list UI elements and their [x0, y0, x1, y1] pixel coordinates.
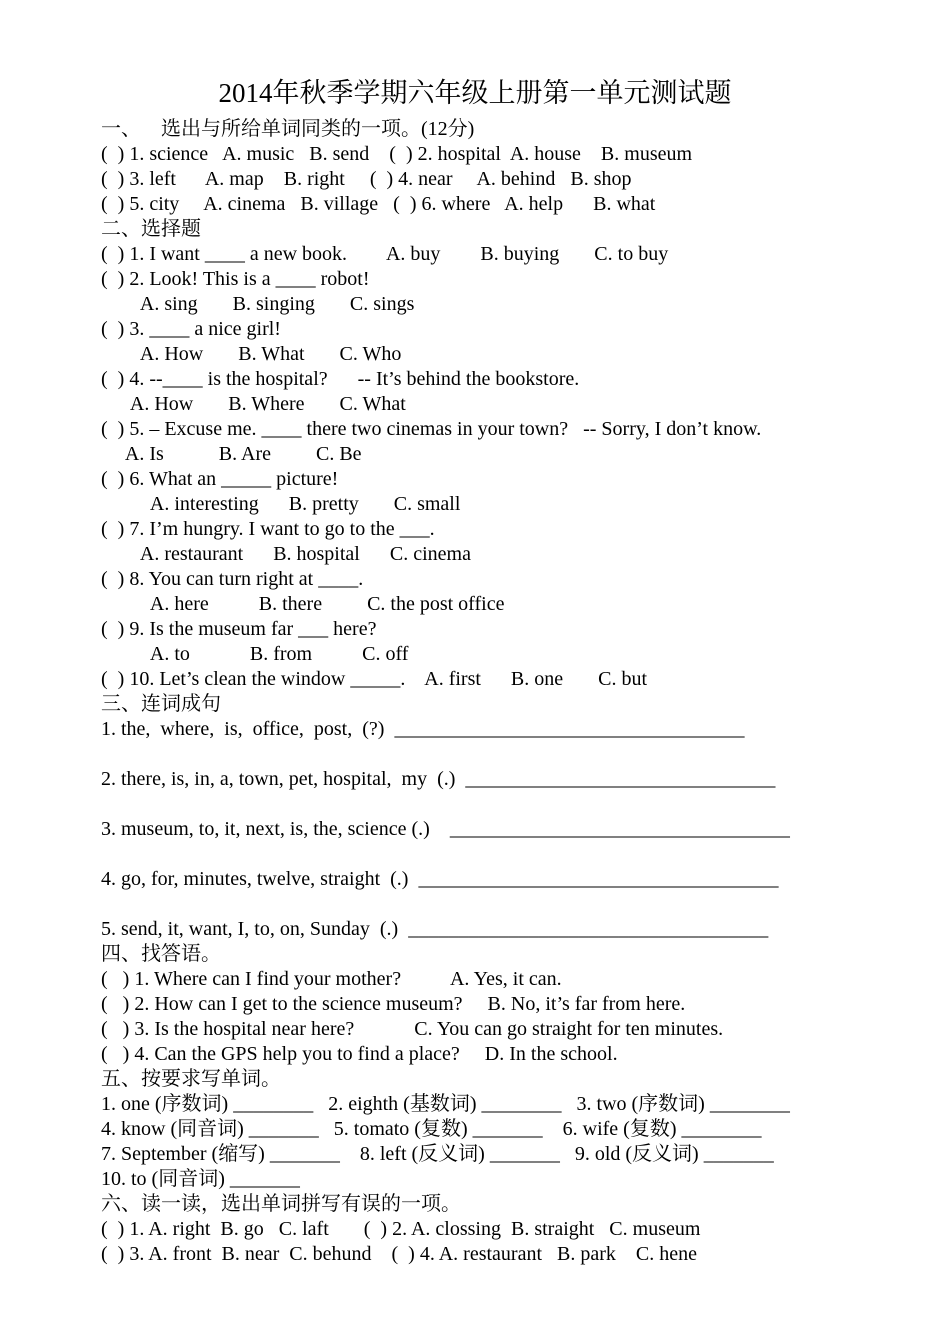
section-four-heading: 四、找答语。 — [101, 943, 221, 965]
section-four-line: ( ) 2. How can I get to the science museum? B. No, it’s far from here. — [101, 993, 686, 1015]
section-two-line: ( ) 8. You can turn right at ____. — [101, 568, 364, 590]
section-two-line: A. here B. there C. the post office — [101, 593, 505, 615]
section-five-line: 1. one (序数词) ________ 2. eighth (基数词) ________ 3. two (序数词) ________ — [101, 1093, 790, 1115]
section-five-heading: 五、按要求写单词。 — [101, 1068, 281, 1090]
section-two-line: ( ) 3. ____ a nice girl! — [101, 318, 281, 340]
section-two-line: ( ) 9. Is the museum far ___ here? — [101, 618, 377, 640]
section-three-line: 3. museum, to, it, next, is, the, science (.) __________________________________ — [101, 818, 790, 840]
section-five-line: 10. to (同音词) _______ — [101, 1168, 300, 1190]
section-two-line: A. Is B. Are C. Be — [101, 443, 362, 465]
section-one-heading: 一、 选出与所给单词同类的一项。(12分) — [101, 118, 475, 140]
section-two-line: A. restaurant B. hospital C. cinema — [101, 543, 471, 565]
section-two-line: A. sing B. singing C. sings — [101, 293, 415, 315]
section-one-line: ( ) 3. left A. map B. right ( ) 4. near A. behind B. shop — [101, 168, 632, 190]
section-two-line: ( ) 5. – Excuse me. ____ there two cinemas in your town? -- Sorry, I don’t know. — [101, 418, 762, 440]
section-two-line: ( ) 7. I’m hungry. I want to go to the ___. — [101, 518, 435, 540]
section-four-line: ( ) 3. Is the hospital near here? C. You can go straight for ten minutes. — [101, 1018, 724, 1040]
page-title: 2014年秋季学期六年级上册第一单元测试题 — [218, 78, 732, 108]
section-two-line: A. interesting B. pretty C. small — [101, 493, 461, 515]
section-three-line: 5. send, it, want, I, to, on, Sunday (.) ____________________________________ — [101, 918, 769, 940]
section-two-heading: 二、选择题 — [101, 218, 201, 240]
section-six-line: ( ) 3. A. front B. near C. behund ( ) 4. A. restaurant B. park C. hene — [101, 1243, 697, 1265]
section-six-line: ( ) 1. A. right B. go C. laft ( ) 2. A. clossing B. straight C. museum — [101, 1218, 701, 1240]
section-two-line: ( ) 4. --____ is the hospital? -- It’s behind the bookstore. — [101, 368, 580, 390]
section-one-line: ( ) 1. science A. music B. send ( ) 2. hospital A. house B. museum — [101, 143, 693, 165]
section-two-line: A. to B. from C. off — [101, 643, 409, 665]
section-five-line: 7. September (缩写) _______ 8. left (反义词) _______ 9. old (反义词) _______ — [101, 1143, 774, 1165]
section-three-heading: 三、连词成句 — [101, 693, 221, 715]
section-two-line: A. How B. What C. Who — [101, 343, 402, 365]
section-two-line: ( ) 6. What an _____ picture! — [101, 468, 339, 490]
section-three-line: 2. there, is, in, a, town, pet, hospital, my (.) _______________________________ — [101, 768, 776, 790]
section-four-line: ( ) 1. Where can I find your mother? A. Yes, it can. — [101, 968, 562, 990]
section-four-line: ( ) 4. Can the GPS help you to find a place? D. In the school. — [101, 1043, 618, 1065]
section-two-line: ( ) 10. Let’s clean the window _____. A. first B. one C. but — [101, 668, 648, 690]
section-three-line: 4. go, for, minutes, twelve, straight (.) ____________________________________ — [101, 868, 779, 890]
section-six-heading: 六、读一读，选出单词拼写有误的一项。 — [101, 1193, 461, 1215]
section-two-line: A. How B. Where C. What — [101, 393, 406, 415]
section-two-line: ( ) 1. I want ____ a new book. A. buy B. buying C. to buy — [101, 243, 669, 265]
section-two-line: ( ) 2. Look! This is a ____ robot! — [101, 268, 370, 290]
section-one-line: ( ) 5. city A. cinema B. village ( ) 6. where A. help B. what — [101, 193, 656, 215]
section-five-line: 4. know (同音词) _______ 5. tomato (复数) _______ 6. wife (复数) ________ — [101, 1118, 762, 1140]
section-three-line: 1. the, where, is, office, post, (?) ___________________________________ — [101, 718, 745, 740]
